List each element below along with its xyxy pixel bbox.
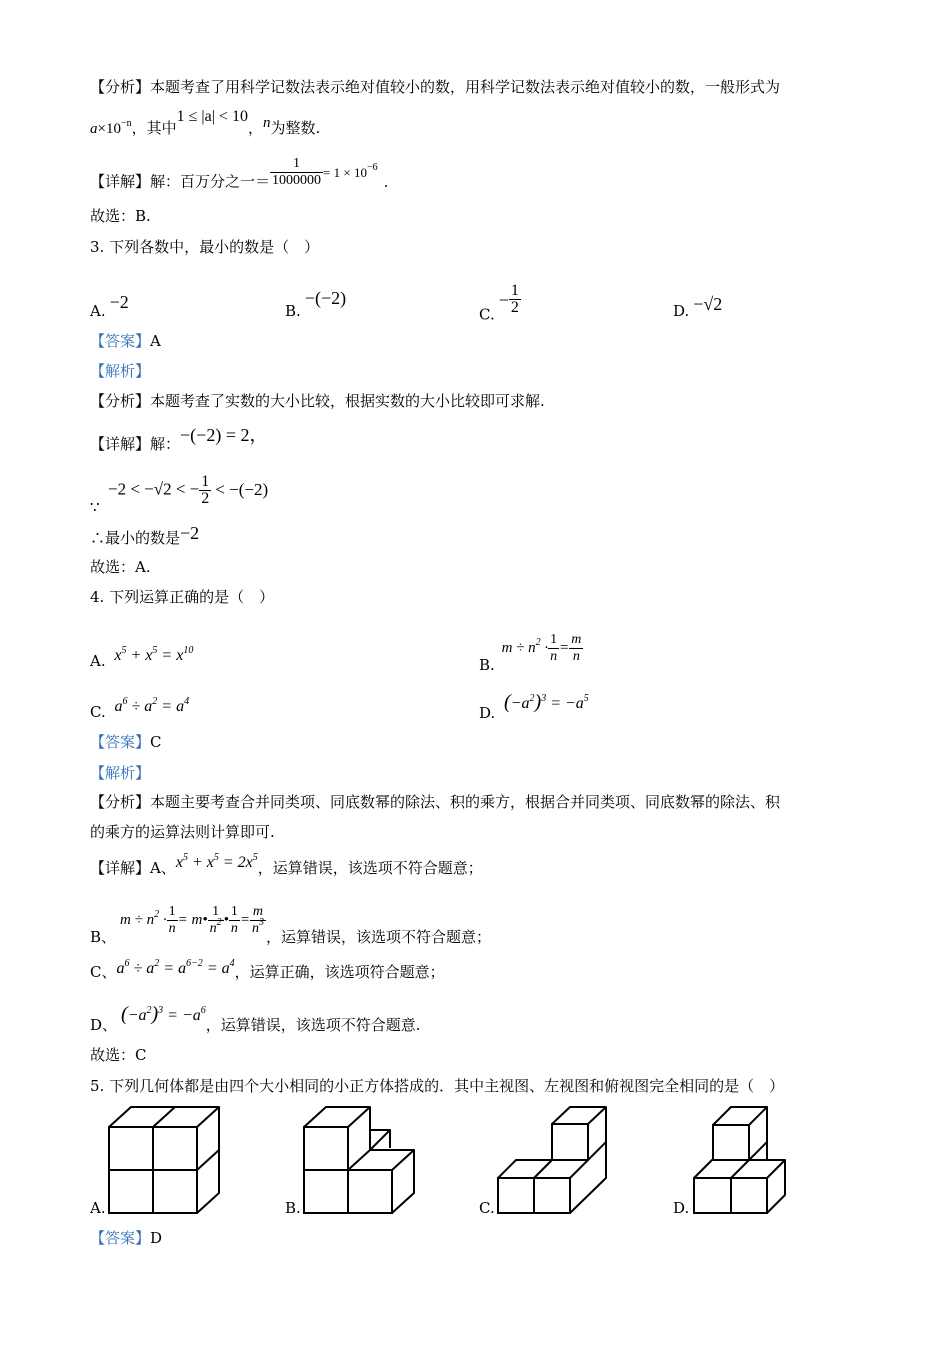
analysis-tag: 【分析】	[90, 793, 151, 811]
compare-right: < −(−2)	[215, 479, 269, 499]
q3-option-a	[90, 292, 129, 322]
q5-figure-b	[300, 1104, 418, 1216]
q3-detail	[90, 425, 268, 455]
q4-detail-d	[90, 1003, 421, 1037]
q4-option-a	[90, 645, 194, 673]
q3-analysis	[90, 390, 545, 412]
q3-answer	[90, 330, 161, 352]
formula-n: n	[262, 115, 271, 131]
q5-stem: 5. 下列几何体都是由四个大小相同的小正方体搭成的．其中主视图、左视图和俯视图完全相同的是（ ）	[90, 1077, 785, 1095]
option-label: C.	[90, 703, 106, 721]
option-formula: $a^6 \div a^2 = a^4$	[114, 696, 190, 715]
q3-jiexi-tag: 【解析】	[90, 362, 151, 380]
analysis-text: 本题考查了用科学记数法表示绝对值较小的数，用科学记数法表示绝对值较小的数，一般形式为	[150, 78, 781, 96]
analysis-text: 本题考查了实数的大小比较，根据实数的大小比较即可求解.	[150, 392, 545, 410]
q2-detail	[90, 156, 389, 199]
formula-end: 为整数.	[270, 119, 321, 137]
option-label: A.	[90, 302, 106, 320]
option-value: −(−2)	[304, 288, 347, 308]
q5-option-b: B.	[285, 1199, 301, 1217]
therefore-text: ∴最小的数是	[90, 529, 181, 547]
detail-formula: $(-a^2)^3 = -a^6$	[121, 1003, 206, 1025]
fraction	[270, 156, 323, 189]
option-value: −2	[109, 292, 129, 312]
q5-answer	[90, 1227, 162, 1249]
option-den: 2	[510, 299, 519, 316]
analysis-text: 本题主要考查合并同类项、同底数幂的除法、积的乘方，根据合并同类项、同底数幂的除法、积	[150, 793, 781, 811]
detail-formula: $m \div n^2$ · $\frac{1}{n}$ = m• $\frac{1}{n^2}$ • $\frac{1}{n}$ = $\frac{m}{n^3}$	[120, 904, 264, 936]
detail-prefix: B、	[90, 927, 117, 946]
q4-choose: 故选：C	[90, 1046, 147, 1064]
formula-n-pre: ，	[247, 119, 263, 137]
q4-jiexi-tag: 【解析】	[90, 764, 151, 782]
q4-detail-b	[90, 904, 491, 955]
q3-option-b	[285, 288, 347, 322]
detail-formula: $x^5 + x^5 = 2x^5$	[175, 852, 258, 871]
q3-compare	[108, 474, 268, 507]
option-label: B.	[285, 302, 301, 320]
detail-tag: 【详解】	[90, 435, 151, 453]
therefore-value: −2	[180, 523, 200, 543]
answer-tag: 【答案】	[90, 733, 151, 751]
detail-tail: ，运算正确，该选项符合题意；	[234, 963, 445, 981]
q3-choose: 故选：A.	[90, 558, 151, 576]
q4-detail-a	[90, 852, 483, 880]
compare-num: 1	[201, 473, 210, 490]
detail-prefix: C、	[90, 963, 117, 981]
q4-analysis	[90, 791, 780, 813]
option-label: D.	[673, 302, 690, 320]
q5-figure-d	[690, 1104, 790, 1216]
option-fraction	[509, 283, 521, 316]
detail-formula: $a^6 \div a^2 = a^{6-2} = a^4$	[116, 958, 235, 977]
q2-analysis	[90, 76, 780, 98]
q3-stem: 3. 下列各数中，最小的数是（ ）	[90, 238, 320, 256]
q4-analysis-cont: 的乘方的运算法则计算即可.	[90, 823, 275, 841]
q2-sci-form	[90, 108, 321, 140]
detail-end: .	[383, 172, 389, 191]
detail-prefix: D、	[90, 1016, 118, 1034]
q5-option-c: C.	[479, 1199, 495, 1217]
detail-tag: 【详解】	[90, 859, 151, 877]
option-label: A.	[90, 652, 106, 670]
q5-option-a: A.	[90, 1199, 106, 1217]
detail-tag: 【详解】	[90, 172, 151, 191]
q3-option-c	[479, 282, 521, 332]
detail-tail: ，运算错误，该选项不符合题意；	[265, 927, 491, 946]
option-label: C.	[479, 305, 495, 324]
answer-tag: 【答案】	[90, 332, 151, 350]
detail-prefix: A、	[150, 859, 176, 877]
analysis-tag: 【分析】	[90, 392, 151, 410]
answer-value: C	[150, 733, 162, 751]
fraction-num: 1	[270, 156, 323, 173]
q4-answer	[90, 731, 162, 753]
q5-option-d: D.	[673, 1199, 690, 1217]
q4-option-b	[479, 632, 583, 683]
detail-text: 解：	[150, 435, 181, 453]
option-value: −√2	[693, 294, 723, 314]
option-formula: $x^5 + x^5 = x^{10}$	[114, 645, 194, 664]
q5-figure-c	[494, 1104, 608, 1216]
q4-stem: 4. 下列运算正确的是（ ）	[90, 588, 275, 606]
compare-den: 2	[201, 490, 210, 507]
detail-tail: ，运算错误，该选项不符合题意.	[205, 1016, 421, 1034]
q5-figure-a	[105, 1104, 225, 1216]
formula-cond: 1 ≤ |a| < 10	[176, 108, 248, 125]
formula-mid: ，其中	[131, 119, 177, 137]
option-label: B.	[479, 655, 495, 674]
q4-option-d	[479, 691, 589, 725]
because-symbol: ∵	[90, 498, 100, 516]
formula-exp: −n	[120, 118, 132, 129]
detail-text: 解：百万分之一＝	[150, 172, 271, 191]
analysis-tag: 【分析】	[90, 78, 151, 96]
answer-tag: 【答案】	[90, 1229, 151, 1247]
option-label: D.	[479, 704, 496, 722]
compare-fraction	[199, 474, 211, 507]
detail-tail: ，运算错误，该选项不符合题意；	[257, 859, 483, 877]
q4-detail-c	[90, 958, 445, 984]
q4-option-c	[90, 696, 190, 724]
option-formula: $(-a^2)^3 = -a^5$	[504, 691, 589, 713]
option-num: 1	[510, 282, 519, 299]
compare-left: −2 < −√2 < −	[108, 479, 200, 499]
q3-option-d	[673, 294, 723, 322]
fraction-den: 1000000	[272, 173, 322, 188]
q2-choose: 故选：B.	[90, 207, 151, 225]
formula-a: a	[90, 121, 98, 137]
answer-value: A	[150, 332, 161, 350]
q3-therefore	[90, 523, 200, 549]
detail-eq: = 1 × 10	[323, 164, 367, 180]
detail-eq: −(−2) = 2，	[180, 425, 268, 445]
option-formula: $m \div n^2$ · $\frac{1}{n}$ = $\frac{m}{n}$	[501, 632, 582, 664]
formula-times: ×10	[97, 121, 121, 137]
option-sign: −	[498, 289, 509, 310]
answer-value: D	[150, 1229, 163, 1247]
detail-exp: −6	[366, 161, 378, 173]
